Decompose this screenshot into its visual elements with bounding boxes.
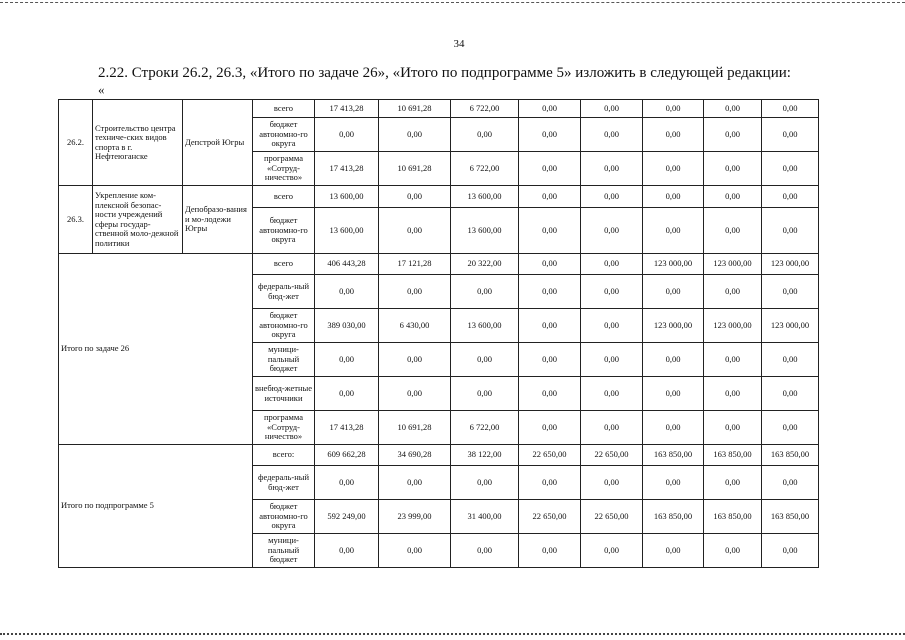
value-cell: 6 430,00: [379, 309, 451, 343]
budget-table: [58, 99, 819, 568]
value-cell: 163 850,00: [643, 500, 704, 534]
value-cell: 123 000,00: [762, 309, 819, 343]
value-cell: 0,00: [581, 254, 643, 275]
executor: Депстрой Югры: [183, 100, 253, 186]
value-cell: 0,00: [581, 343, 643, 377]
table-row: [59, 445, 819, 466]
value-cell: 0,00: [762, 466, 819, 500]
value-cell: 0,00: [762, 100, 819, 118]
value-cell: 123 000,00: [762, 254, 819, 275]
activity-name: Укрепление ком-плексной безопас-ности учреждений сферы государ-ственной моло-дежной политики: [93, 186, 183, 254]
source-label: внебюд-жетные источники: [253, 377, 315, 411]
value-cell: 38 122,00: [451, 445, 519, 466]
value-cell: 22 650,00: [581, 445, 643, 466]
source-label: муници-пальный бюджет: [253, 343, 315, 377]
value-cell: 0,00: [643, 152, 704, 186]
source-label: всего: [253, 186, 315, 208]
source-label: бюджет автономно-го округа: [253, 208, 315, 254]
value-cell: 0,00: [315, 377, 379, 411]
value-cell: 123 000,00: [704, 254, 762, 275]
value-cell: 0,00: [451, 275, 519, 309]
value-cell: 0,00: [379, 186, 451, 208]
value-cell: 0,00: [762, 118, 819, 152]
row-number: 26.3.: [59, 186, 93, 254]
value-cell: 0,00: [704, 208, 762, 254]
value-cell: 0,00: [704, 152, 762, 186]
value-cell: 22 650,00: [519, 500, 581, 534]
value-cell: 0,00: [519, 100, 581, 118]
value-cell: 0,00: [519, 152, 581, 186]
value-cell: 0,00: [704, 411, 762, 445]
source-label: программа «Сотруд-ничество»: [253, 152, 315, 186]
value-cell: 0,00: [519, 466, 581, 500]
value-cell: 22 650,00: [519, 445, 581, 466]
source-label: всего:: [253, 445, 315, 466]
value-cell: 0,00: [315, 275, 379, 309]
value-cell: 163 850,00: [762, 500, 819, 534]
value-cell: 0,00: [581, 100, 643, 118]
table-row: [59, 100, 819, 118]
activity-name: Строительство центра техниче-ских видов спорта в г. Нефтеюганске: [93, 100, 183, 186]
value-cell: 0,00: [643, 118, 704, 152]
source-label: муници-пальный бюджет: [253, 534, 315, 568]
value-cell: 0,00: [315, 534, 379, 568]
value-cell: 0,00: [581, 534, 643, 568]
value-cell: 0,00: [762, 275, 819, 309]
value-cell: 0,00: [451, 534, 519, 568]
source-label: всего: [253, 100, 315, 118]
value-cell: 13 600,00: [451, 186, 519, 208]
value-cell: 0,00: [643, 186, 704, 208]
value-cell: 0,00: [762, 411, 819, 445]
value-cell: 34 690,28: [379, 445, 451, 466]
value-cell: 0,00: [315, 118, 379, 152]
value-cell: 0,00: [643, 275, 704, 309]
total-task26-label: Итого по задаче 26: [59, 254, 253, 445]
value-cell: 0,00: [704, 100, 762, 118]
value-cell: 0,00: [704, 377, 762, 411]
value-cell: 0,00: [762, 152, 819, 186]
value-cell: 0,00: [379, 377, 451, 411]
value-cell: 0,00: [519, 309, 581, 343]
source-label: бюджет автономно-го округа: [253, 500, 315, 534]
value-cell: 0,00: [379, 118, 451, 152]
value-cell: 6 722,00: [451, 152, 519, 186]
value-cell: 0,00: [315, 343, 379, 377]
source-label: бюджет автономно-го округа: [253, 309, 315, 343]
value-cell: 0,00: [519, 343, 581, 377]
value-cell: 0,00: [519, 186, 581, 208]
source-label: программа «Сотруд-ничество»: [253, 411, 315, 445]
value-cell: 0,00: [519, 534, 581, 568]
table-row: [59, 254, 819, 275]
value-cell: 592 249,00: [315, 500, 379, 534]
value-cell: 0,00: [451, 377, 519, 411]
value-cell: 0,00: [762, 186, 819, 208]
value-cell: 0,00: [581, 377, 643, 411]
value-cell: 0,00: [451, 118, 519, 152]
value-cell: 0,00: [704, 118, 762, 152]
value-cell: 0,00: [379, 208, 451, 254]
value-cell: 0,00: [519, 118, 581, 152]
source-label: бюджет автономно-го округа: [253, 118, 315, 152]
value-cell: 20 322,00: [451, 254, 519, 275]
value-cell: 0,00: [379, 466, 451, 500]
value-cell: 0,00: [519, 275, 581, 309]
source-label: федераль-ный бюд-жет: [253, 275, 315, 309]
value-cell: 0,00: [519, 254, 581, 275]
table-row: [59, 186, 819, 208]
value-cell: 0,00: [704, 186, 762, 208]
value-cell: 0,00: [379, 343, 451, 377]
opening-quote: «: [98, 82, 105, 97]
value-cell: 17 413,28: [315, 100, 379, 118]
value-cell: 0,00: [581, 309, 643, 343]
value-cell: 0,00: [451, 343, 519, 377]
value-cell: 0,00: [581, 186, 643, 208]
value-cell: 0,00: [762, 534, 819, 568]
value-cell: 0,00: [315, 466, 379, 500]
value-cell: 0,00: [519, 377, 581, 411]
value-cell: 17 413,28: [315, 411, 379, 445]
value-cell: 23 999,00: [379, 500, 451, 534]
value-cell: 0,00: [451, 466, 519, 500]
value-cell: 17 121,28: [379, 254, 451, 275]
value-cell: 17 413,28: [315, 152, 379, 186]
scan-bottom-edge: [0, 633, 905, 635]
value-cell: 31 400,00: [451, 500, 519, 534]
value-cell: 0,00: [762, 377, 819, 411]
row-number: 26.2.: [59, 100, 93, 186]
value-cell: 406 443,28: [315, 254, 379, 275]
executor: Депобразо-вания и мо-лодежи Югры: [183, 186, 253, 254]
value-cell: 123 000,00: [643, 254, 704, 275]
value-cell: 0,00: [643, 100, 704, 118]
value-cell: 0,00: [643, 411, 704, 445]
value-cell: 0,00: [581, 152, 643, 186]
value-cell: 163 850,00: [704, 500, 762, 534]
value-cell: 0,00: [581, 275, 643, 309]
value-cell: 0,00: [704, 466, 762, 500]
value-cell: 0,00: [704, 534, 762, 568]
value-cell: 163 850,00: [704, 445, 762, 466]
value-cell: 0,00: [379, 275, 451, 309]
value-cell: 123 000,00: [704, 309, 762, 343]
value-cell: 0,00: [519, 208, 581, 254]
value-cell: 609 662,28: [315, 445, 379, 466]
value-cell: 0,00: [762, 343, 819, 377]
value-cell: 0,00: [519, 411, 581, 445]
value-cell: 163 850,00: [762, 445, 819, 466]
value-cell: 0,00: [704, 343, 762, 377]
value-cell: 13 600,00: [315, 186, 379, 208]
total-sub5-label: Итого по подпрограмме 5: [59, 445, 253, 568]
document-heading: 2.22. Строки 26.2, 26.3, «Итого по задаче 26», «Итого по подпрограмме 5» изложить в следующей редакции:: [98, 65, 791, 81]
value-cell: 0,00: [379, 534, 451, 568]
value-cell: 10 691,28: [379, 100, 451, 118]
value-cell: 0,00: [581, 466, 643, 500]
value-cell: 0,00: [643, 208, 704, 254]
value-cell: 0,00: [581, 118, 643, 152]
value-cell: 389 030,00: [315, 309, 379, 343]
value-cell: 0,00: [581, 411, 643, 445]
value-cell: 13 600,00: [451, 309, 519, 343]
value-cell: 0,00: [643, 377, 704, 411]
value-cell: 0,00: [643, 466, 704, 500]
value-cell: 6 722,00: [451, 100, 519, 118]
value-cell: 22 650,00: [581, 500, 643, 534]
value-cell: 10 691,28: [379, 152, 451, 186]
value-cell: 0,00: [643, 343, 704, 377]
value-cell: 123 000,00: [643, 309, 704, 343]
value-cell: 13 600,00: [451, 208, 519, 254]
value-cell: 0,00: [581, 208, 643, 254]
source-label: федераль-ный бюд-жет: [253, 466, 315, 500]
value-cell: 0,00: [762, 208, 819, 254]
value-cell: 13 600,00: [315, 208, 379, 254]
value-cell: 163 850,00: [643, 445, 704, 466]
value-cell: 0,00: [704, 275, 762, 309]
scan-top-edge: [0, 2, 905, 3]
value-cell: 0,00: [643, 534, 704, 568]
page-number: 34: [453, 38, 465, 50]
source-label: всего: [253, 254, 315, 275]
value-cell: 6 722,00: [451, 411, 519, 445]
value-cell: 10 691,28: [379, 411, 451, 445]
